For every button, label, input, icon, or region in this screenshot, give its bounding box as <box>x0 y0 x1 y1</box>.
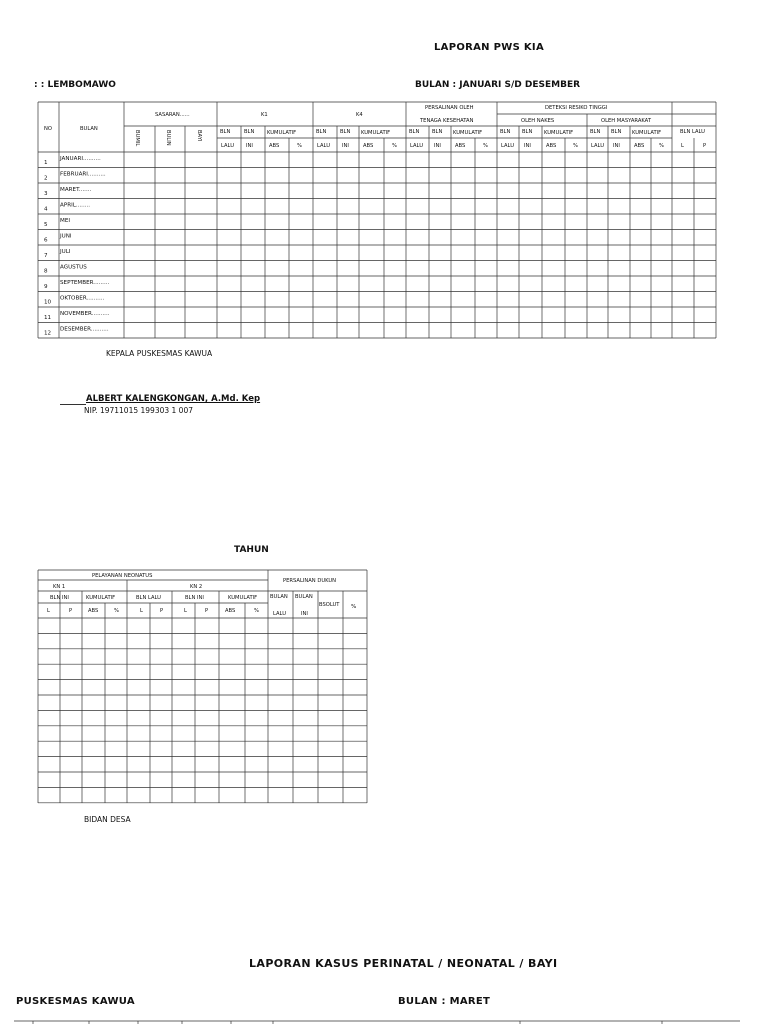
sub-bln-lalu: BLN <box>316 129 327 135</box>
signature-line <box>60 404 86 405</box>
dukun-lalu: LALU <box>273 611 286 617</box>
row-no: 4 <box>44 206 48 213</box>
row-no: 6 <box>44 237 48 244</box>
bulan-maret-label: BULAN : MARET <box>398 996 491 1007</box>
row-month: JUNI <box>60 233 72 240</box>
row-month: OKTOBER.......... <box>60 295 105 302</box>
sub-kumulatif: KUMULATIF <box>361 130 391 136</box>
persalinan-header-1: PERSALINAN OLEH <box>425 105 474 111</box>
neo-sub-pct: % <box>254 608 259 614</box>
sub-abs: ABS <box>634 143 645 149</box>
sub-pct: % <box>573 143 578 149</box>
kn2-header: KN 2 <box>190 584 203 590</box>
sub-bln-lalu: BLN <box>220 129 231 135</box>
dukun-pct: % <box>351 604 357 610</box>
persalinan-header-2: TENAGA KESEHATAN <box>420 118 474 124</box>
row-no: 7 <box>44 253 48 259</box>
sub-kumulatif: KUMULATIF <box>544 130 574 136</box>
sub-pct: % <box>483 143 488 149</box>
neo-sub-l: L <box>184 608 187 614</box>
row-no: 9 <box>44 284 48 290</box>
row-no: 5 <box>44 222 48 228</box>
dukun-ini: INI <box>301 611 308 617</box>
oleh-nakes-header: OLEH NAKES <box>521 118 555 124</box>
sub-bln-ini: BLN <box>244 129 255 135</box>
sub-lalu: LALU <box>591 143 604 149</box>
row-no: 12 <box>44 330 52 337</box>
sub-bln-ini: BLN <box>432 129 443 135</box>
sub-lalu: LALU <box>410 143 423 149</box>
k4-header: K4 <box>356 112 363 118</box>
sub-bln-ini: BLN <box>340 129 351 135</box>
sub-ini: INI <box>434 143 441 149</box>
sub-abs: ABS <box>269 143 280 149</box>
kn2-kumulatif: KUMULATIF <box>228 595 258 601</box>
row-no: 2 <box>44 175 48 182</box>
puskesmas-label: PUSKESMAS KAWUA <box>16 996 135 1007</box>
sub-kumulatif: KUMULATIF <box>453 130 483 136</box>
row-month: FEBRUARI.......... <box>60 171 106 178</box>
col-bulan-header: BULAN <box>80 126 98 132</box>
kn1-kumulatif: KUMULATIF <box>86 595 116 601</box>
sub-p: P <box>703 143 707 149</box>
row-month: NOVEMBER.......... <box>60 311 110 317</box>
sasaran-bulin: BULIN <box>165 130 171 146</box>
kn2-bln-lalu: BLN LALU <box>136 595 161 601</box>
sub-ini: INI <box>246 143 253 149</box>
sub-pct: % <box>392 143 397 149</box>
kn1-bln-ini: BLN INI <box>50 595 69 601</box>
sasaran-header: SASARAN...... <box>155 112 190 118</box>
sub-abs: ABS <box>546 143 557 149</box>
sub-lalu: LALU <box>317 143 330 149</box>
dukun-bulan-1: BULAN <box>270 594 288 600</box>
kepala-role: KEPALA PUSKESMAS KAWUA <box>106 349 213 358</box>
row-no: 3 <box>44 191 48 197</box>
row-no: 11 <box>44 315 52 321</box>
sub-pct: % <box>297 143 302 149</box>
neo-sub-p: P <box>205 608 209 614</box>
neo-sub-l: L <box>47 608 50 614</box>
signatory-nip: NIP. 19711015 199303 1 007 <box>84 406 193 415</box>
sub-bln-ini: BLN <box>611 129 622 135</box>
k1-header: K1 <box>261 112 268 118</box>
tahun-label: TAHUN <box>234 545 269 555</box>
pws-kia-table <box>0 0 768 345</box>
row-month: APRIL........ <box>60 202 91 209</box>
sub-ini: INI <box>613 143 620 149</box>
row-no: 8 <box>44 268 48 275</box>
neonatal-table <box>0 560 380 810</box>
deteksi-header: DETEKSI RESIKO TINGGI <box>545 105 608 111</box>
sub-pct: % <box>659 143 664 149</box>
neo-sub-abs: ABS <box>225 608 236 614</box>
dukun-absolut: BSOLUT <box>319 602 340 608</box>
sub-ini: INI <box>524 143 531 149</box>
sub-l: L <box>681 143 684 149</box>
sub-ini: INI <box>342 143 349 149</box>
sub-kumulatif: KUMULATIF <box>267 130 297 136</box>
bidan-desa-label: BIDAN DESA <box>84 815 131 824</box>
row-no: 10 <box>44 299 52 306</box>
sub-abs: ABS <box>455 143 466 149</box>
row-month: MARET....... <box>60 187 92 193</box>
row-month: SEPTEMBER......... <box>60 280 110 286</box>
neo-sub-p: P <box>69 608 73 614</box>
perinatal-title: LAPORAN KASUS PERINATAL / NEONATAL / BAYI <box>249 957 558 970</box>
row-month: DESEMBER.......... <box>60 326 109 333</box>
sub-bln-lalu: BLN <box>409 129 420 135</box>
row-no: 1 <box>44 160 48 166</box>
sub-kumulatif: KUMULATIF <box>632 130 662 136</box>
neo-sub-p: P <box>160 608 164 614</box>
sub-lalu: LALU <box>221 143 234 149</box>
kn1-header: KN 1 <box>53 584 66 590</box>
neo-sub-abs: ABS <box>88 608 99 614</box>
row-month: JULI <box>60 249 71 255</box>
sasaran-bumil: BUMIL <box>134 130 140 147</box>
oleh-masyarakat-header: OLEH MASYARAKAT <box>601 118 651 124</box>
neo-sub-pct: % <box>114 608 119 614</box>
kn2-bln-ini: BLN INI <box>185 595 204 601</box>
sasaran-bayi: BAYI <box>196 130 202 142</box>
persalinan-dukun-header: PERSALINAN DUKUN <box>283 578 337 584</box>
sub-bln-lalu: BLN <box>590 129 601 135</box>
sub-lalu: LALU <box>501 143 514 149</box>
bln-lalu-last-header: BLN LALU <box>680 129 705 135</box>
neo-sub-l: L <box>140 608 143 614</box>
row-month: JANUARI.......... <box>60 156 101 162</box>
sub-bln-lalu: BLN <box>500 129 511 135</box>
sub-bln-ini: BLN <box>522 129 533 135</box>
period-label: BULAN : JANUARI S/D DESEMBER <box>415 80 581 90</box>
row-month: AGUSTUS <box>60 264 87 271</box>
report-title: LAPORAN PWS KIA <box>434 42 544 53</box>
sub-abs: ABS <box>363 143 374 149</box>
row-month: MEI <box>60 218 71 224</box>
signatory-name: ALBERT KALENGKONGAN, A.Md. Kep <box>86 394 261 404</box>
col-no-header: NO <box>44 126 52 132</box>
dukun-bulan-2: BULAN <box>295 594 313 600</box>
location-label: : : LEMBOMAWO <box>34 80 116 90</box>
perinatal-table-top <box>0 1018 768 1024</box>
pelayanan-header: PELAYANAN NEONATUS <box>92 573 153 579</box>
